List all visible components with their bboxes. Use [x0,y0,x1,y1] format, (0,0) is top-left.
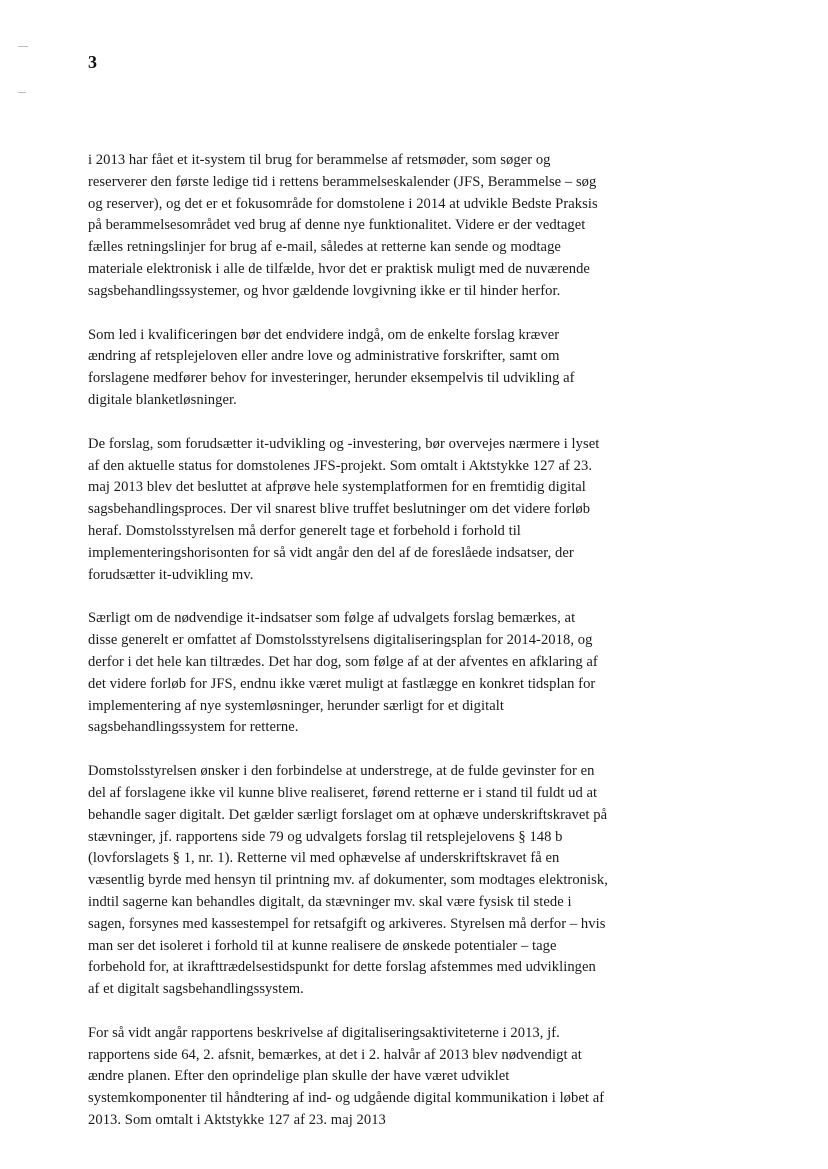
paragraph-5: Domstolsstyrelsen ønsker i den forbindelse at understrege, at de fulde gevinster for en del af forslagene ikke vil kunne blive realiseret, førend retterne er i stand til fuldt ud at behandle sager digitalt. Det gælder særligt forslaget om at ophæve underskriftskravet på stævninger, jf. rapportens side 79 og udvalgets forslag til retsplejelovens § 148 b (lovforslagets § 1, nr. 1). Retterne vil med ophævelse af underskriftskravet få en væsentlig byrde med hensyn til printning mv. af dokumenter, som modtages elektronisk, indtil sagerne kan behandles digitalt, da stævninger mv. skal være fysisk til stede i sagen, forsynes med kassestempel for retsafgift og arkiveres. Styrelsen må derfor – hvis man ser det isoleret i forhold til at kunne realisere de ønskede potentialer – tage forbehold for, at ikrafttrædelsestidspunkt for dette forslag afstemmes med udviklingen af et digitalt sagsbehandlingssystem. [88,763,608,998]
paragraph-4: Særligt om de nødvendige it-indsatser som følge af udvalgets forslag bemærkes, at disse generelt er omfattet af Domstolsstyrelsens digitaliseringsplan for 2014-2018, og derfor i det hele kan tiltrædes. Det har dog, som følge af at der afventes en afklaring af det videre forløb for JFS, endnu ikke været muligt at fastlægge en konkret tidsplan for implementering af nye systemløsninger, herunder særligt for et digitalt sagsbehandlingssystem for retterne. [88,610,598,736]
scan-mark-middle [18,92,26,93]
paragraph-1: i 2013 har fået et it-system til brug for berammelse af retsmøder, som søger og reserverer den første ledige tid i rettens berammelseskalender (JFS, Berammelse – søg og reserver), og det er et fokusområde for domstolene i 2014 at udvikle Bedste Praksis på berammelsesområdet ved brug af denne nye funktionalitet. Videre er der vedtaget fælles retningslinjer for brug af e-mail, således at retterne kan sende og modtage materiale elektronisk i alle de tilfælde, hvor det er praktisk muligt med de nuværende sagsbehandlingssystemer, og hvor gældende lovgivning ikke er til hinder herfor. [88,152,598,299]
paragraph-2: Som led i kvalificeringen bør det endvidere indgå, om de enkelte forslag kræver ændring af retsplejeloven eller andre love og administrative forskrifter, samt om forslagene medfører behov for investeringer, herunder eksempelvis til udvikling af digitale blanketløsninger. [88,326,575,408]
page-number: 3 [88,52,97,72]
paragraph-6: For så vidt angår rapportens beskrivelse af digitaliseringsaktiviteterne i 2013, jf. rapportens side 64, 2. afsnit, bemærkes, at det i 2. halvår af 2013 blev nødvendigt at ændre planen. Efter den oprindelige plan skulle der have været udviklet systemkomponenter til håndtering af ind- og udgående digital kommunikation i løbet af 2013. Som omtalt i Aktstykke 127 af 23. maj 2013 [88,1024,605,1129]
paragraph-3: De forslag, som forudsætter it-udvikling og -investering, bør overvejes nærmere i lyset af den aktuelle status for domstolenes JFS-projekt. Som omtalt i Aktstykke 127 af 23. maj 2013 blev det besluttet at afprøve hele systemplatformen for en fremtidig digital sagsbehandlingsproces. Der vil snarest blive truffet beslutninger om det videre forløb heraf. Domstolsstyrelsen må derfor generelt tage et forbehold i forhold til implementeringshorisonten for så vidt angår den del af de foreslåede indsatser, der forudsætter it-udvikling mv. [88,435,600,583]
body-text [88,150,608,1154]
scan-mark-top [18,46,28,47]
